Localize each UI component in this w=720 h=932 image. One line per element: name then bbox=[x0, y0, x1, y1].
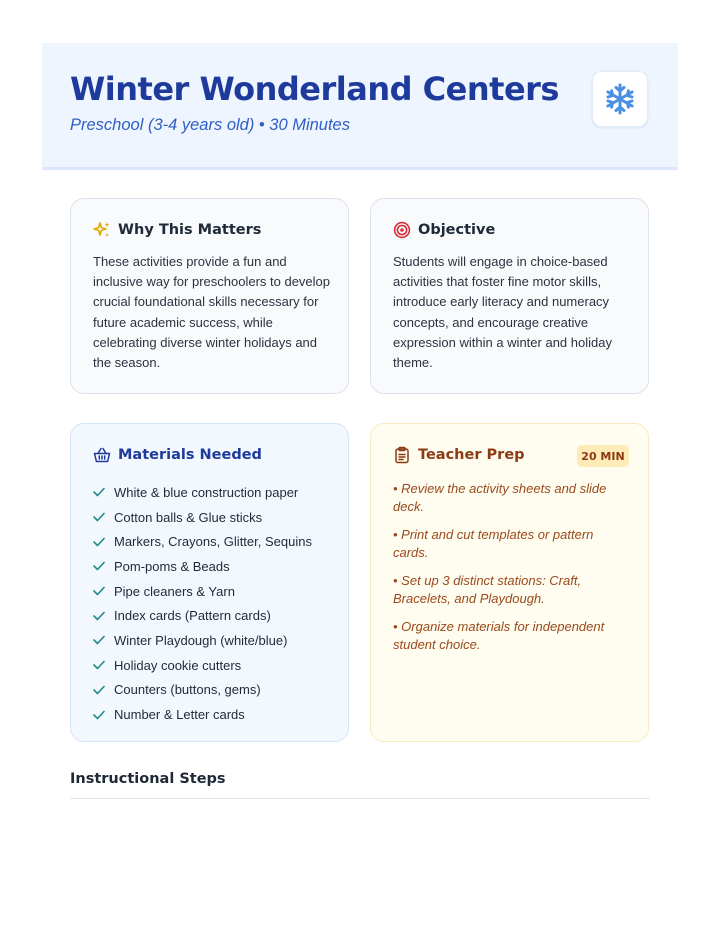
materials-card-header bbox=[93, 446, 262, 464]
list-item bbox=[93, 480, 312, 505]
list-item: • Print and cut templates or pattern cards. bbox=[393, 527, 594, 560]
target-icon bbox=[393, 221, 411, 239]
teacher-prep-card-header bbox=[393, 446, 525, 464]
list-item bbox=[93, 529, 312, 554]
why-card-body: These activities provide a fun and inclusive way for preschoolers to develop crucial foundational skills necessary for future academic success, while celebrating diverse winter holidays and the season. bbox=[93, 254, 331, 371]
material-label: Counters (buttons, gems) bbox=[114, 682, 261, 698]
check-icon bbox=[93, 710, 105, 720]
list-item: • Set up 3 distinct stations: Craft, Bracelets, and Playdough. bbox=[393, 573, 582, 606]
materials-list bbox=[93, 480, 312, 727]
material-label: Index cards (Pattern cards) bbox=[114, 608, 271, 624]
header-badge bbox=[592, 71, 648, 127]
material-label: Holiday cookie cutters bbox=[114, 657, 242, 673]
material-label: Markers, Crayons, Glitter, Sequins bbox=[114, 534, 312, 550]
page-title: Winter Wonderland Centers bbox=[70, 70, 559, 108]
why-card bbox=[70, 198, 349, 394]
teacher-prep-card-title: Teacher Prep bbox=[418, 447, 525, 463]
basket-icon bbox=[93, 446, 111, 464]
list-item bbox=[93, 554, 312, 579]
list-item bbox=[93, 702, 312, 727]
check-icon bbox=[93, 660, 105, 670]
check-icon bbox=[93, 635, 105, 645]
snowflake-icon bbox=[603, 82, 637, 116]
check-icon bbox=[93, 487, 105, 497]
prep-list bbox=[393, 480, 629, 664]
material-label: Pipe cleaners & Yarn bbox=[114, 583, 235, 599]
page-subtitle: Preschool (3-4 years old) • 30 Minutes bbox=[70, 116, 350, 134]
objective-card-body: Students will engage in choice-based activities that foster fine motor skills, introduce early literacy and numeracy concepts, and encourage creative expression within a winter and holiday theme. bbox=[393, 254, 612, 371]
list-item bbox=[93, 579, 312, 604]
objective-card-title: Objective bbox=[418, 222, 496, 238]
check-icon bbox=[93, 512, 105, 522]
page-header bbox=[42, 43, 678, 170]
why-card-header bbox=[93, 221, 261, 239]
check-icon bbox=[93, 611, 105, 621]
clipboard-icon bbox=[393, 446, 411, 464]
instructional-steps-heading: Instructional Steps bbox=[70, 771, 226, 787]
check-icon bbox=[93, 537, 105, 547]
materials-card bbox=[70, 423, 349, 742]
teacher-prep-card bbox=[370, 423, 649, 742]
list-item bbox=[93, 505, 312, 530]
material-label: Pom-poms & Beads bbox=[114, 558, 230, 574]
materials-card-title: Materials Needed bbox=[118, 447, 262, 463]
list-item: • Organize materials for independent student choice. bbox=[393, 619, 605, 652]
material-label: White & blue construction paper bbox=[114, 484, 299, 500]
prep-time-badge: 20 MIN bbox=[577, 445, 629, 467]
material-label: Cotton balls & Glue sticks bbox=[114, 509, 263, 525]
objective-card-header bbox=[393, 221, 495, 239]
objective-card bbox=[370, 198, 649, 394]
list-item bbox=[93, 678, 312, 703]
sparkles-icon bbox=[93, 221, 111, 239]
material-label: Winter Playdough (white/blue) bbox=[114, 632, 288, 648]
why-card-title: Why This Matters bbox=[118, 222, 262, 238]
section-divider bbox=[70, 798, 650, 799]
check-icon bbox=[93, 586, 105, 596]
material-label: Number & Letter cards bbox=[114, 707, 245, 723]
check-icon bbox=[93, 561, 105, 571]
list-item: • Review the activity sheets and slide deck. bbox=[393, 481, 607, 514]
list-item bbox=[93, 628, 312, 653]
check-icon bbox=[93, 685, 105, 695]
list-item bbox=[93, 653, 312, 678]
list-item bbox=[93, 603, 312, 628]
